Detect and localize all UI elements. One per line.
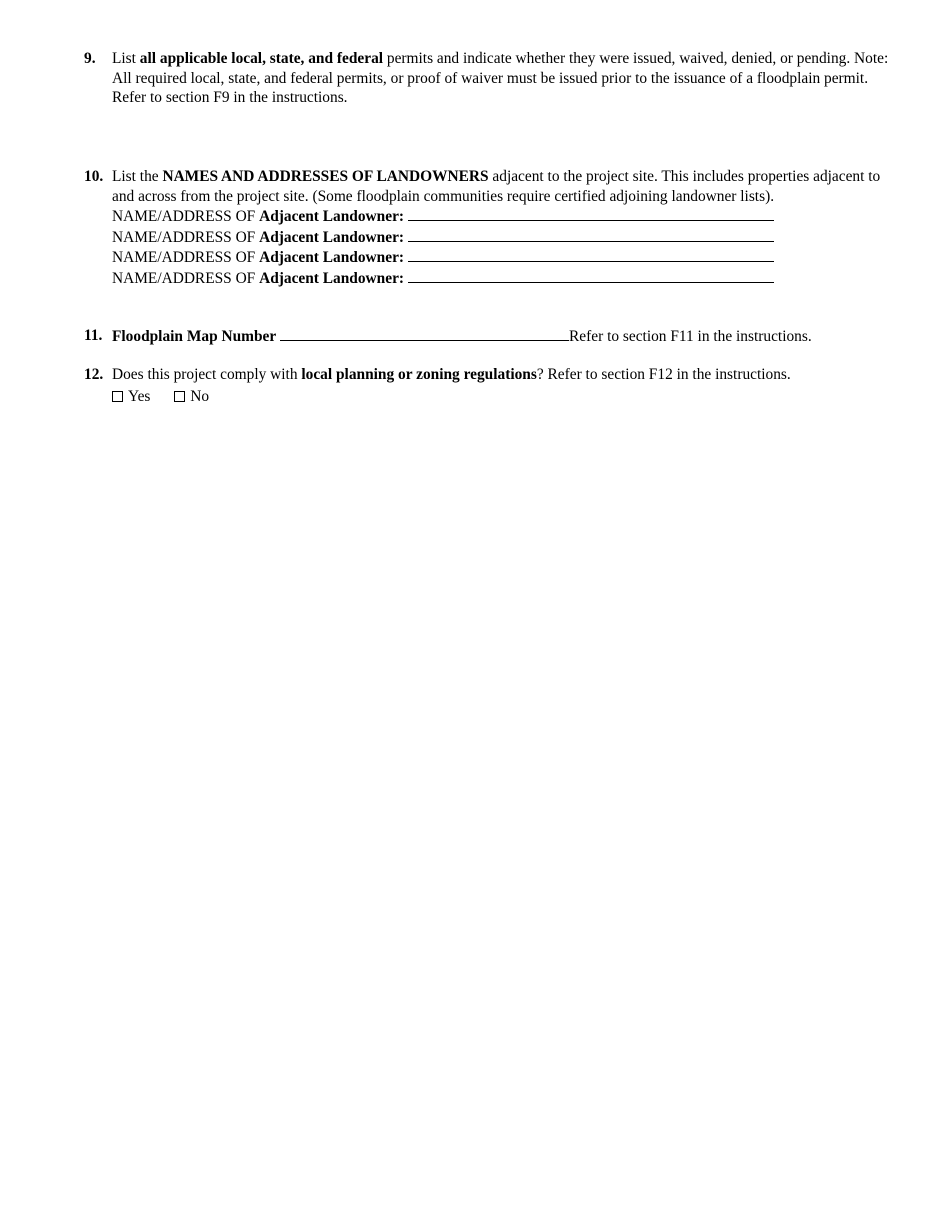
question-text: List the NAMES AND ADDRESSES OF LANDOWNERS adjacent to the project site. This includes properties adjacent to and across from the project site. (Some floodplain communities require certified adjoining landowner lists). (112, 168, 881, 205)
question-number: 11. (84, 327, 103, 344)
map-number-field[interactable] (280, 326, 569, 341)
answer-options (112, 387, 890, 408)
landowner-field[interactable] (408, 227, 774, 242)
landowner-field[interactable] (408, 206, 774, 221)
checkbox-icon (174, 391, 185, 402)
landowner-row: NAME/ADDRESS OF Adjacent Landowner: (112, 247, 890, 268)
question-11 (84, 326, 890, 347)
landowner-field[interactable] (408, 268, 774, 283)
landowner-row: NAME/ADDRESS OF Adjacent Landowner: (112, 268, 890, 289)
checkbox-icon (112, 391, 123, 402)
landowner-row: NAME/ADDRESS OF Adjacent Landowner: (112, 227, 890, 248)
yes-checkbox[interactable]: Yes (112, 387, 150, 407)
question-10 (84, 167, 890, 289)
landowner-row: NAME/ADDRESS OF Adjacent Landowner: (112, 206, 890, 227)
question-number: 10. (84, 168, 104, 185)
landowner-list (112, 206, 890, 288)
no-checkbox[interactable]: No (174, 387, 209, 407)
question-text: Floodplain Map Number Refer to section F11 in the instructions. (112, 328, 812, 345)
question-number: 9. (84, 50, 96, 67)
question-9 (84, 49, 890, 108)
question-text: Does this project comply with local planning or zoning regulations? Refer to section F12 in the instructions. (112, 366, 791, 383)
question-12 (84, 365, 890, 407)
landowner-field[interactable] (408, 247, 774, 262)
question-number: 12. (84, 366, 104, 383)
question-text: List all applicable local, state, and federal permits and indicate whether they were issued, waived, denied, or pending. Note: All required local, state, and federal permits, or proof of waiver must be issued prior to the issuance of a floodplain permit. Refer to section F9 in the instructions. (112, 50, 889, 107)
